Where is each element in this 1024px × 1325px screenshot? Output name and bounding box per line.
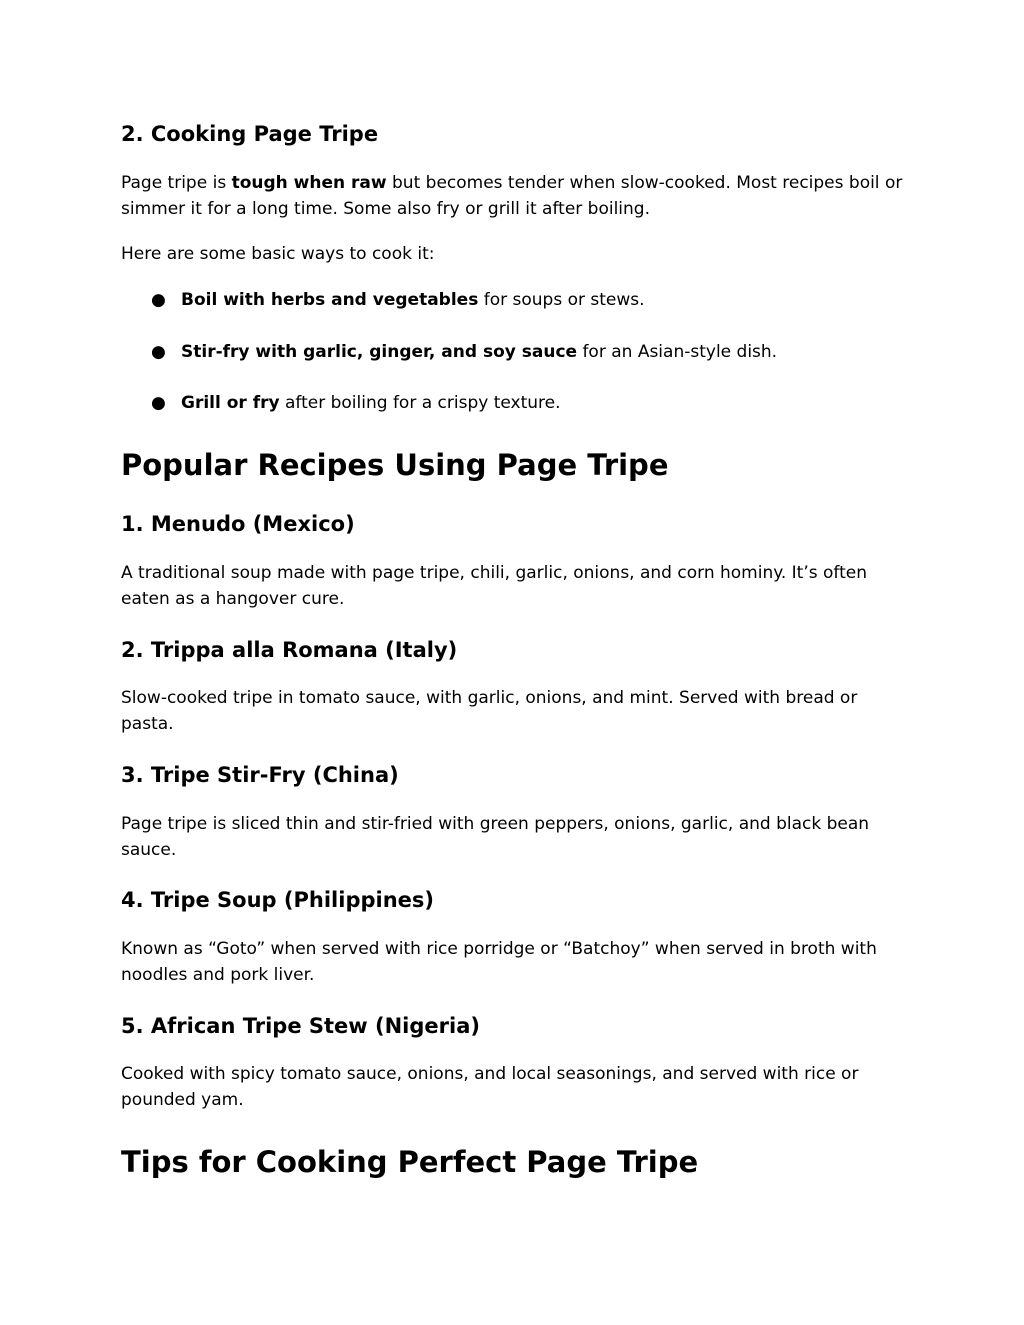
method-bold-text: Grill or fry [181, 393, 280, 413]
bullet-icon: ● [151, 342, 166, 362]
recipe-title: 5. African Tripe Stew (Nigeria) [121, 1014, 480, 1038]
method-text: for soups or stews. [478, 290, 645, 310]
intro-text-end: but becomes tender when slow-cooked. Most recipes boil or simmer it for a long time. Some also fry or grill it after boiling. [121, 173, 903, 219]
recipe-description: Known as “Goto” when served with rice porridge or “Batchoy” when served in broth with noodles and pork liver. [121, 939, 877, 985]
tips-heading: Tips for Cooking Perfect Page Tripe [121, 1145, 699, 1179]
recipe-title: 4. Tripe Soup (Philippines) [121, 888, 434, 912]
method-text: after boiling for a crispy texture. [279, 393, 561, 413]
intro-bold-text: tough when raw [231, 173, 387, 193]
recipe-title: 2. Trippa alla Romana (Italy) [121, 638, 458, 662]
method-list-item [181, 339, 777, 365]
bullet-icon: ● [151, 393, 166, 413]
method-text: for an Asian-style dish. [577, 342, 778, 362]
method-bold-text: Boil with herbs and vegetables [181, 290, 479, 310]
recipe-title: 1. Menudo (Mexico) [121, 512, 355, 536]
cooking-intro-paragraph [121, 170, 911, 222]
recipes-heading: Popular Recipes Using Page Tripe [121, 448, 669, 482]
method-list-item [181, 390, 561, 416]
recipe-description: Page tripe is sliced thin and stir-fried with green peppers, onions, garlic, and black bean sauce. [121, 814, 870, 860]
intro-text-start: Page tripe is [121, 173, 232, 193]
recipe-description: Slow-cooked tripe in tomato sauce, with garlic, onions, and mint. Served with bread or pasta. [121, 688, 858, 734]
bullet-icon: ● [151, 290, 166, 310]
recipe-title: 3. Tripe Stir-Fry (China) [121, 763, 399, 787]
recipe-description: A traditional soup made with page tripe, chili, garlic, onions, and corn hominy. It’s often eaten as a hangover cure. [121, 563, 867, 609]
cooking-lead-paragraph: Here are some basic ways to cook it: [121, 244, 435, 264]
cooking-heading: 2. Cooking Page Tripe [121, 122, 379, 146]
method-list-item [181, 287, 645, 313]
recipe-description: Cooked with spicy tomato sauce, onions, and local seasonings, and served with rice or pounded yam. [121, 1064, 859, 1110]
method-bold-text: Stir-fry with garlic, ginger, and soy sauce [181, 342, 578, 362]
